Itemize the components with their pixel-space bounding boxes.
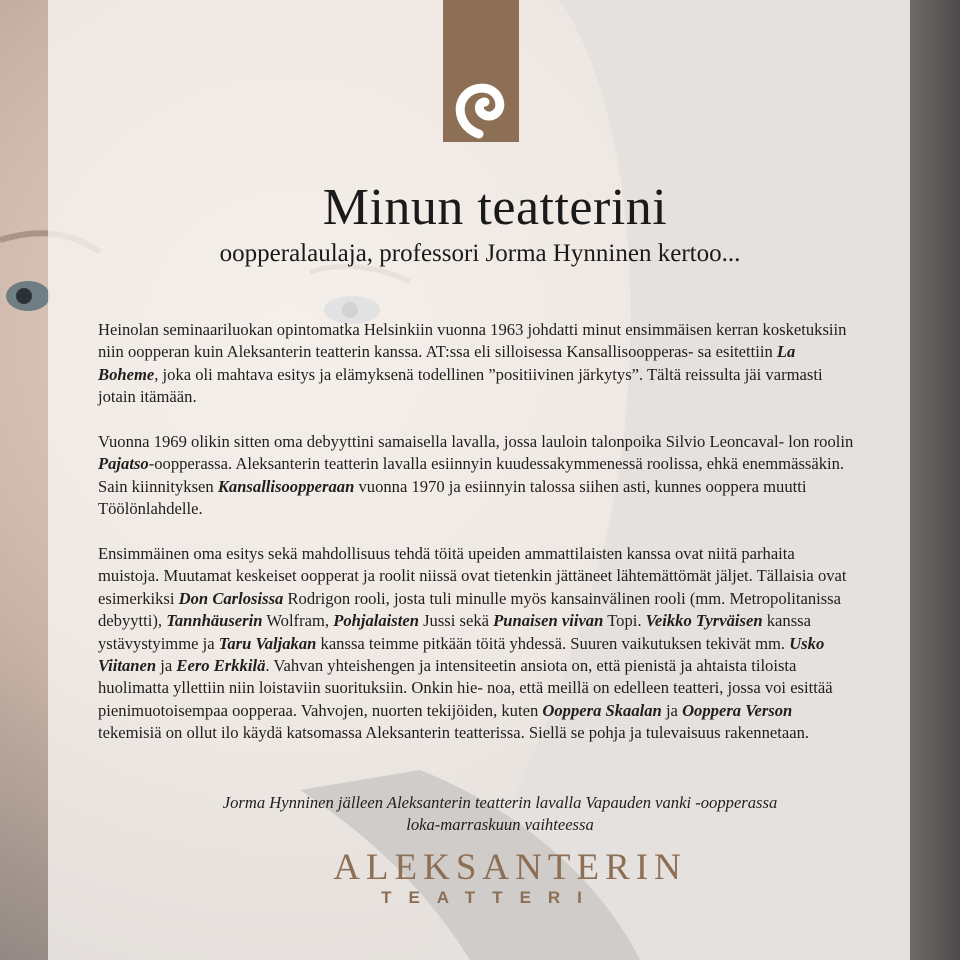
right-edge-strip xyxy=(910,0,960,960)
emphasized-title: Ooppera Verson xyxy=(682,700,793,720)
emphasized-title: La Boheme xyxy=(98,342,796,384)
text-run: Rodrigon rooli, josta tuli minulle myös kansainvälinen rooli (mm. Metropolitanissa debyytti), xyxy=(98,588,842,631)
paragraph-3 xyxy=(98,543,858,745)
emphasized-title: Punaisen viivan xyxy=(493,611,604,631)
text-run: . Vahvan yhteishengen ja intensiteetin ansiota on, että pienistä ja ahtaista tiloista huolimatta yllettiin niin loistaviin suorituksiin. Onkin hie- noa, että meillä on edelleen teatteri, jossa voi esittää pienimuotoisempaa oopperaa. Vahvojen, nuorten tekijöiden, kuten xyxy=(98,656,833,720)
text-run: Vuonna 1969 olikin sitten oma debyyttini samaisella lavalla, jossa lauloin talonpoika Silvio Leoncaval- lon roolin xyxy=(98,432,854,452)
emphasized-title: Usko Viitanen xyxy=(98,633,825,676)
brand-logo-name: ALEKSANTERIN xyxy=(333,847,687,888)
photo-caption xyxy=(120,792,880,836)
text-run: vuonna 1970 ja esiinnyin talossa siihen asti, kunnes ooppera muutti Töölönlahdelle. xyxy=(98,476,807,519)
text-run: kanssa teimme pitkään töitä yhdessä. Suuren vaikutuksen tekivät mm. xyxy=(316,633,790,653)
logo-tab xyxy=(443,0,519,142)
emphasized-title: Don Carlosissa xyxy=(178,588,284,608)
text-run: Wolfram, xyxy=(262,611,334,631)
emphasized-title: Ooppera Skaalan xyxy=(542,700,662,720)
emphasized-title: Eero Erkkilä xyxy=(176,656,266,676)
text-run: ja xyxy=(661,700,683,720)
emphasized-title: Taru Valjakan xyxy=(218,633,317,653)
paragraph-1 xyxy=(98,319,858,409)
emphasized-title: Kansallisoopperaan xyxy=(217,476,355,496)
text-run: ja xyxy=(156,656,177,676)
emphasized-title: Tannhäuserin xyxy=(166,611,263,631)
page-subtitle: oopperalaulaja, professori Jorma Hynninen kertoo... xyxy=(219,240,741,267)
emphasized-title: Pohjalaisten xyxy=(333,611,419,631)
spiral-logo-icon xyxy=(443,0,519,142)
text-run: -oopperassa. Aleksanterin teatterin lavalla esiinnyin kuudessakymmenessä roolissa, ehkä enemmässäkin. Sain kiinnityksen xyxy=(98,454,845,496)
text-run: Jussi sekä xyxy=(418,611,494,631)
page-title: Minun teatterini xyxy=(322,179,668,236)
article-body xyxy=(98,319,858,767)
text-run: Topi. xyxy=(603,611,646,631)
text-run: Heinolan seminaariluokan opintomatka Helsinkiin vuonna 1963 johdatti minut ensimmäisen kerran kosketuksiin niin oopperan kuin Aleksanterin teatterin kanssa. AT:ssa eli silloisessa Kansallisoopperas- sa esitettiin xyxy=(98,320,847,362)
emphasized-title: Veikko Tyrväisen xyxy=(645,611,763,631)
caption-line-1: Jorma Hynninen jälleen Aleksanterin teatterin lavalla Vapauden vanki -oopperassa xyxy=(222,793,778,812)
brand-logo-subtitle: TEATTERI xyxy=(381,888,599,907)
emphasized-title: Pajatso xyxy=(98,454,149,474)
caption-line-2: loka-marraskuun vaihteessa xyxy=(406,815,594,834)
paragraph-2 xyxy=(98,431,858,521)
text-run: , joka oli mahtava esitys ja elämyksenä todellinen ”positiivinen järkytys”. Tältä reissulta jäi varmasti jotain itämään. xyxy=(98,364,823,407)
text-run: tekemisiä on ollut ilo käydä katsomassa Aleksanterin teatterissa. Siellä se pohja ja tulevaisuus rakennetaan. xyxy=(98,723,810,743)
text-run: Ensimmäinen oma esitys sekä mahdollisuus tehdä töitä upeiden ammattilaisten kanssa ovat niitä parhaita muistoja. Muutamat keskeiset oopperat ja roolit niissä ovat tietenkin jättäneet lähtemättömät jäljet. Tällaisia ovat esimerkiksi xyxy=(98,544,847,608)
text-run: kanssa ystävystyimme ja xyxy=(98,611,811,653)
